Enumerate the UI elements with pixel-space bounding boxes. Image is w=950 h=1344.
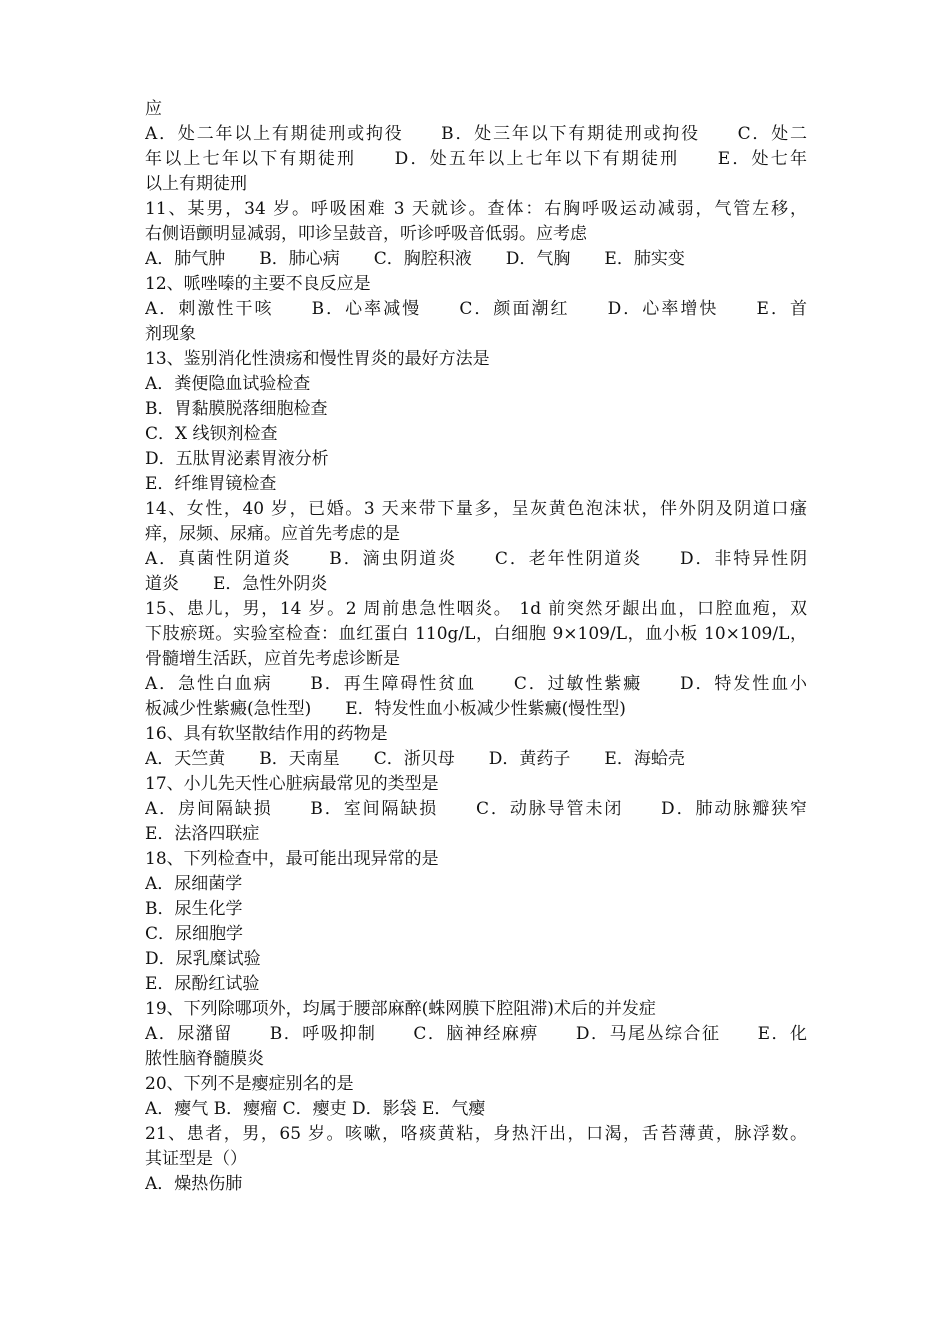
text-line: 脓性脑脊髓膜炎 — [145, 1049, 264, 1069]
text-line: D．尿乳糜试验 — [145, 949, 261, 969]
text-line: 以上有期徒刑 — [145, 174, 247, 194]
text-line: A．刺激性干咳 B．心率减慢 C．颜面潮红 D．心率增快 E．首 — [145, 299, 807, 319]
text-line: C．尿细胞学 — [145, 924, 244, 944]
text-line: 21、患者，男，65 岁。咳嗽，咯痰黄粘，身热汗出，口渴，舌苔薄黄，脉浮数。 — [145, 1124, 807, 1144]
text-line: A．尿潴留 B．呼吸抑制 C．脑神经麻痹 D．马尾丛综合征 E．化 — [145, 1024, 807, 1044]
text-line: 19、下列除哪项外，均属于腰部麻醉(蛛网膜下腔阻滞)术后的并发症 — [145, 999, 656, 1019]
text-line: 应 — [145, 99, 162, 119]
text-line: A．粪便隐血试验检查 — [145, 374, 311, 394]
text-line: 15、患儿，男，14 岁。2 周前患急性咽炎。 1d 前突然牙龈出血，口腔血疱，双 — [145, 599, 807, 619]
text-line: 板减少性紫癜(急性型) E．特发性血小板减少性紫癜(慢性型) — [145, 699, 626, 719]
text-line: 17、小儿先天性心脏病最常见的类型是 — [145, 774, 439, 794]
text-line: A．急性白血病 B．再生障碍性贫血 C．过敏性紫癜 D．特发性血小 — [145, 674, 807, 694]
text-line: C．X 线钡剂检查 — [145, 424, 278, 444]
text-line: 下肢瘀斑。实验室检查：血红蛋白 110g/L，白细胞 9×109/L，血小板 10×109/L， — [145, 624, 807, 644]
text-line: 18、下列检查中，最可能出现异常的是 — [145, 849, 439, 869]
text-line: 11、某男，34 岁。呼吸困难 3 天就诊。查体：右胸呼吸运动减弱，气管左移， — [145, 199, 807, 219]
text-line: 13、鉴别消化性溃疡和慢性胃炎的最好方法是 — [145, 349, 490, 369]
text-line: A．燥热伤肺 — [145, 1174, 243, 1194]
text-line: 16、具有软坚散结作用的药物是 — [145, 724, 388, 744]
text-line: 骨髓增生活跃，应首先考虑诊断是 — [145, 649, 400, 669]
text-line: A．房间隔缺损 B．室间隔缺损 C．动脉导管未闭 D．肺动脉瓣狭窄 — [145, 799, 807, 819]
text-line: 痒，尿频、尿痛。应首先考虑的是 — [145, 524, 400, 544]
text-line: B．胃黏膜脱落细胞检查 — [145, 399, 328, 419]
text-line: 其证型是（） — [145, 1149, 247, 1169]
text-line: A．肺气肿 B．肺心病 C．胸腔积液 D．气胸 E．肺实变 — [145, 249, 685, 269]
text-line: 剂现象 — [145, 324, 196, 344]
text-line: A．尿细菌学 — [145, 874, 243, 894]
text-line: A．真菌性阴道炎 B．滴虫阴道炎 C．老年性阴道炎 D．非特异性阴 — [145, 549, 807, 569]
text-line: E．法洛四联症 — [145, 824, 260, 844]
text-line: 年以上七年以下有期徒刑 D．处五年以上七年以下有期徒刑 E．处七年 — [145, 149, 807, 169]
text-line: D．五肽胃泌素胃液分析 — [145, 449, 329, 469]
text-line: 12、哌唑嗪的主要不良反应是 — [145, 274, 371, 294]
text-line: 14、女性，40 岁，已婚。3 天来带下量多，呈灰黄色泡沫状，伴外阴及阴道口瘙 — [145, 499, 807, 519]
text-line: A．处二年以上有期徒刑或拘役 B．处三年以下有期徒刑或拘役 C．处二 — [145, 124, 807, 144]
document-body — [145, 97, 807, 1197]
text-line: 20、下列不是瘿症别名的是 — [145, 1074, 354, 1094]
text-line: 右侧语颤明显减弱，叩诊呈鼓音，听诊呼吸音低弱。应考虑 — [145, 224, 587, 244]
text-line: E．尿酚红试验 — [145, 974, 260, 994]
text-line: B．尿生化学 — [145, 899, 243, 919]
text-line: A．瘿气 B．瘿瘤 C．瘿吏 D．影袋 E．气瘿 — [145, 1099, 486, 1119]
text-line: 道炎 E．急性外阴炎 — [145, 574, 328, 594]
text-line: E．纤维胃镜检查 — [145, 474, 277, 494]
text-line: A．天竺黄 B．天南星 C．浙贝母 D．黄药子 E．海蛤壳 — [145, 749, 685, 769]
